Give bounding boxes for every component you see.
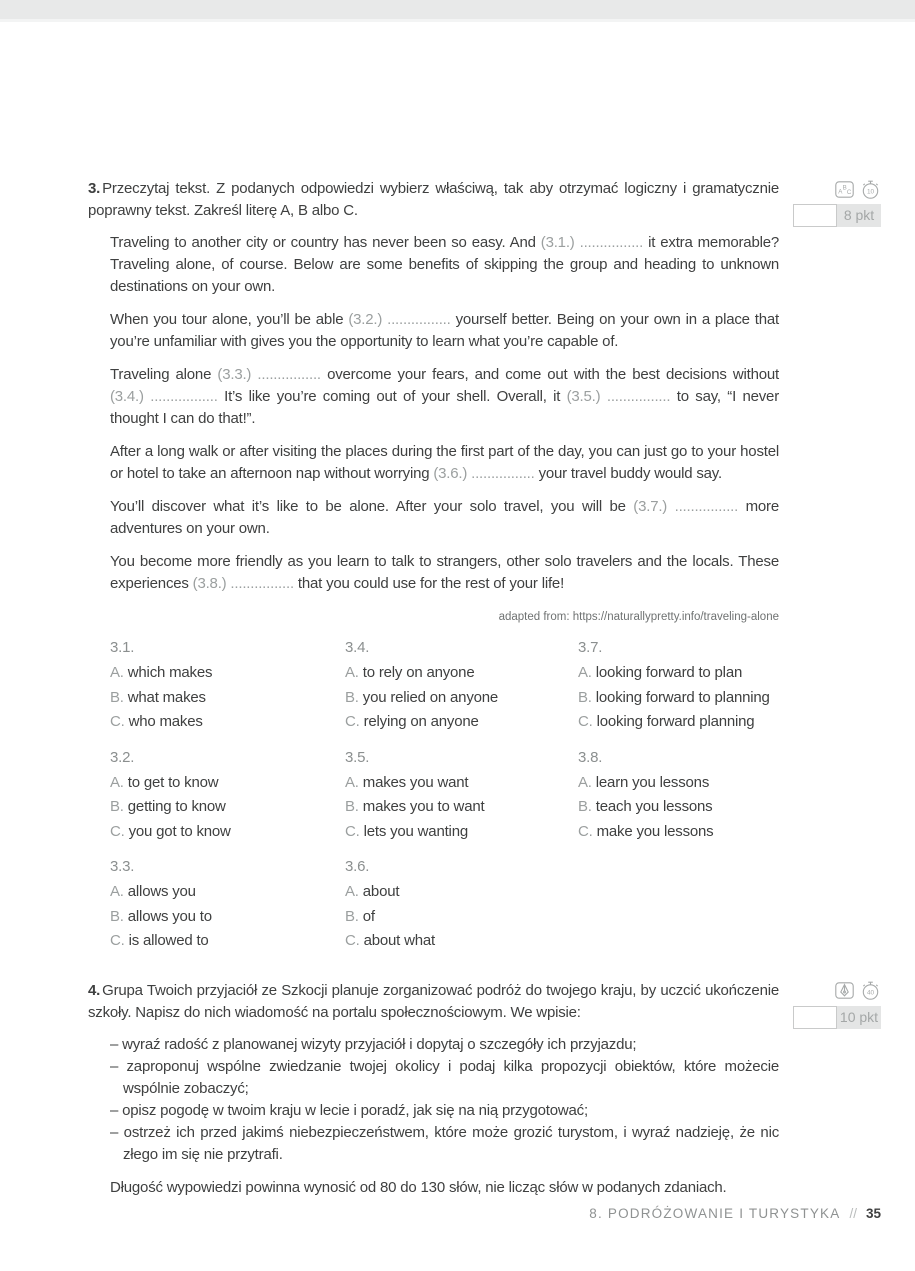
- task4-section: [88, 980, 881, 1199]
- option-letter: C.: [110, 932, 125, 949]
- task-number: 3.: [88, 180, 101, 197]
- task4-side-panel: [793, 980, 881, 1029]
- option-text: lets you wanting: [363, 822, 468, 840]
- option-text: you got to know: [128, 822, 231, 840]
- points-badge: 8 pkt: [837, 204, 881, 227]
- footer-separator: //: [849, 1206, 857, 1221]
- option-item: [110, 661, 345, 686]
- page-number: 35: [865, 1206, 881, 1221]
- option-text: teach you lessons: [595, 798, 713, 815]
- option-letter: B.: [345, 907, 359, 925]
- option-item: [110, 929, 345, 954]
- svg-text:B: B: [842, 183, 847, 191]
- task3-heading: [88, 178, 779, 222]
- timer-minutes: 10: [866, 187, 875, 195]
- option-letter: A.: [110, 773, 124, 791]
- option-letter: C.: [110, 713, 125, 730]
- option-item: [345, 795, 578, 820]
- page-content: [88, 178, 881, 1199]
- source-credit: adapted from: https://naturallypretty.info/traveling-alone: [498, 611, 779, 623]
- option-text: looking forward to planning: [595, 688, 770, 706]
- option-text: what makes: [127, 688, 206, 706]
- task-instruction: Przeczytaj tekst. Z podanych odpowiedzi wybierz właściwą, tak aby otrzymać logiczny i gramatycznie poprawny tekst. Zakreśl literę A, B albo C.: [88, 180, 779, 219]
- gap-marker: (3.8.) ................: [192, 575, 294, 592]
- option-item: [345, 710, 578, 735]
- bullet-item: – zaproponuj wspólne zwiedzanie twojej okolicy i podaj kilka propozycji obiektów, które możecie wspólnie zobaczyć;: [110, 1057, 779, 1097]
- option-item: [345, 771, 578, 796]
- option-text: allows you: [127, 883, 196, 900]
- option-group-number: 3.5.: [345, 748, 370, 766]
- option-letter: B.: [110, 798, 124, 815]
- option-letter: B.: [110, 688, 124, 706]
- option-item: [578, 686, 779, 711]
- options-column: [578, 635, 779, 964]
- gap-marker: (3.4.) .................: [110, 388, 218, 405]
- abc-choice-icon: [834, 179, 855, 200]
- answer-options: [88, 635, 779, 964]
- options-column: [110, 635, 345, 964]
- option-group-number: 3.6.: [345, 858, 370, 875]
- gap-marker: (3.5.) ................: [566, 388, 671, 405]
- option-text: who makes: [128, 713, 203, 730]
- option-group: [345, 745, 578, 845]
- option-text: learn you lessons: [595, 773, 710, 791]
- option-letter: B.: [345, 798, 359, 815]
- option-group: [578, 745, 779, 845]
- option-letter: B.: [578, 688, 592, 706]
- task4-points-field: [793, 1006, 881, 1029]
- option-group: [110, 745, 345, 845]
- option-item: [345, 880, 578, 905]
- option-item: [345, 661, 578, 686]
- option-item: [110, 880, 345, 905]
- reading-paragraph: Traveling alone (3.3.) ................ overcome your fears, and come out with the best decisions without (3.4.) ................. It’s like you’re coming out of your shell. Overall, it (3.5.) ................ to say, “I never thought I can do that!”.: [110, 366, 779, 427]
- option-item: [110, 710, 345, 735]
- option-group-number: 3.1.: [110, 639, 135, 656]
- svg-text:C: C: [846, 188, 852, 196]
- option-item: [578, 661, 779, 686]
- option-letter: C.: [578, 822, 593, 840]
- option-group: [345, 635, 578, 735]
- option-letter: C.: [345, 932, 360, 949]
- score-box: [793, 204, 837, 227]
- option-letter: A.: [345, 664, 359, 681]
- option-item: [110, 795, 345, 820]
- reading-text: [88, 232, 779, 595]
- option-text: relying on anyone: [363, 713, 479, 730]
- bullet-item: – opisz pogodę w twoim kraju w lecie i poradź, jak się na nią przygotować;: [110, 1101, 588, 1119]
- timer-icon: [860, 980, 881, 1001]
- reading-paragraph: When you tour alone, you’ll be able (3.2.) ................ yourself better. Being on your own in a place that you’re unfamiliar with gives you the opportunity to learn what you’re capable of.: [110, 311, 779, 350]
- option-text: to get to know: [127, 773, 219, 791]
- option-item: [578, 710, 779, 735]
- option-text: make you lessons: [596, 822, 714, 840]
- option-text: looking forward to plan: [595, 664, 743, 681]
- option-text: makes you want: [362, 773, 469, 791]
- reading-paragraph: Traveling to another city or country has never been so easy. And (3.1.) ................ it extra memorable? Traveling alone, of course. Below are some benefits of skipping the group and heading to unknown destinations on your own.: [110, 234, 780, 295]
- option-letter: A.: [345, 773, 359, 791]
- option-group-number: 3.8.: [578, 748, 603, 766]
- task4-heading: [88, 980, 779, 1024]
- gap-marker: (3.3.) ................: [217, 366, 321, 383]
- option-letter: C.: [345, 713, 360, 730]
- option-letter: C.: [345, 822, 360, 840]
- option-text: you relied on anyone: [362, 688, 499, 706]
- options-column: [345, 635, 578, 964]
- task3-main: [88, 178, 779, 964]
- timer-minutes: 40: [866, 989, 875, 997]
- option-text: to rely on anyone: [362, 664, 475, 681]
- gap-marker: (3.1.) ................: [540, 234, 644, 251]
- task-instruction: Grupa Twoich przyjaciół ze Szkocji planuje zorganizować podróż do twojego kraju, by uczcić ukończenie szkoły. Napisz do nich wiadomość na portalu społecznościowym. We wpisie:: [88, 981, 779, 1021]
- option-item: [110, 771, 345, 796]
- option-letter: B.: [345, 688, 359, 706]
- option-group-number: 3.2.: [110, 748, 135, 766]
- task4-main: [88, 980, 779, 1199]
- option-item: [578, 820, 779, 845]
- option-text: which makes: [127, 664, 213, 681]
- task3-points-field: [793, 204, 881, 227]
- option-group: [578, 635, 779, 735]
- pen-nib-icon: [834, 980, 855, 1001]
- option-group: [110, 635, 345, 735]
- option-text: makes you to want: [362, 798, 485, 815]
- task3-section: [88, 178, 881, 964]
- option-group: [345, 854, 578, 954]
- option-item: [110, 905, 345, 930]
- option-group-number: 3.3.: [110, 858, 135, 875]
- score-box: [793, 1006, 837, 1029]
- option-item: [110, 820, 345, 845]
- reading-paragraph: You’ll discover what it’s like to be alone. After your solo travel, you will be (3.7.) ................ more adventures on your own.: [110, 498, 779, 537]
- task-number: 4.: [88, 981, 101, 999]
- option-letter: C.: [578, 713, 593, 730]
- option-item: [110, 686, 345, 711]
- reading-paragraph: After a long walk or after visiting the places during the first part of the day, you can just go to your hostel or hotel to take an afternoon nap without worrying (3.6.) ................ your travel buddy would say.: [110, 443, 779, 482]
- option-text: allows you to: [127, 907, 212, 925]
- option-group-number: 3.7.: [578, 639, 603, 656]
- option-item: [345, 686, 578, 711]
- task4-icons: [793, 980, 881, 1002]
- option-item: [345, 905, 578, 930]
- option-letter: A.: [345, 883, 359, 900]
- chapter-title: 8. PODRÓŻOWANIE I TURYSTYKA: [589, 1206, 841, 1221]
- page-top-edge: [0, 0, 915, 22]
- footer: [589, 1206, 881, 1221]
- bullet-item: – wyraź radość z planowanej wizyty przyjaciół i dopytaj o szczegóły ich przyjazdu;: [110, 1035, 637, 1053]
- option-letter: C.: [110, 822, 125, 840]
- timer-icon: [860, 179, 881, 200]
- option-item: [345, 929, 578, 954]
- option-text: of: [362, 907, 375, 925]
- option-text: is allowed to: [128, 932, 209, 949]
- option-item: [578, 795, 779, 820]
- writing-task-points: [88, 1034, 779, 1166]
- option-group: [110, 854, 345, 954]
- option-letter: A.: [110, 664, 124, 681]
- option-text: about: [362, 883, 400, 900]
- gap-marker: (3.7.) ................: [633, 498, 739, 515]
- points-badge: 10 pkt: [837, 1006, 881, 1029]
- reading-paragraph: You become more friendly as you learn to talk to strangers, other solo travelers and the locals. These experiences (3.8.) ................ that you could use for the rest of your life!: [110, 553, 779, 592]
- option-letter: B.: [578, 798, 592, 815]
- bullet-item: – ostrzeż ich przed jakimś niebezpieczeństwem, które może grozić turystom, i wyraź nadzieję, że nic złego im się nie przytrafi.: [110, 1123, 779, 1163]
- option-text: getting to know: [127, 798, 226, 815]
- length-note: Długość wypowiedzi powinna wynosić od 80 do 130 słów, nie licząc słów w podanych zdaniach.: [110, 1178, 727, 1196]
- option-item: [345, 820, 578, 845]
- option-text: about what: [363, 932, 435, 949]
- task3-icons: [793, 178, 881, 200]
- option-text: looking forward planning: [596, 713, 755, 730]
- option-item: [578, 771, 779, 796]
- option-group-number: 3.4.: [345, 639, 370, 656]
- gap-marker: (3.6.) ................: [433, 465, 535, 482]
- svg-text:A: A: [838, 188, 843, 196]
- option-letter: A.: [578, 664, 592, 681]
- option-letter: B.: [110, 907, 124, 925]
- option-letter: A.: [578, 773, 592, 791]
- gap-marker: (3.2.) ................: [348, 311, 451, 328]
- option-letter: A.: [110, 883, 124, 900]
- task3-side-panel: [793, 178, 881, 227]
